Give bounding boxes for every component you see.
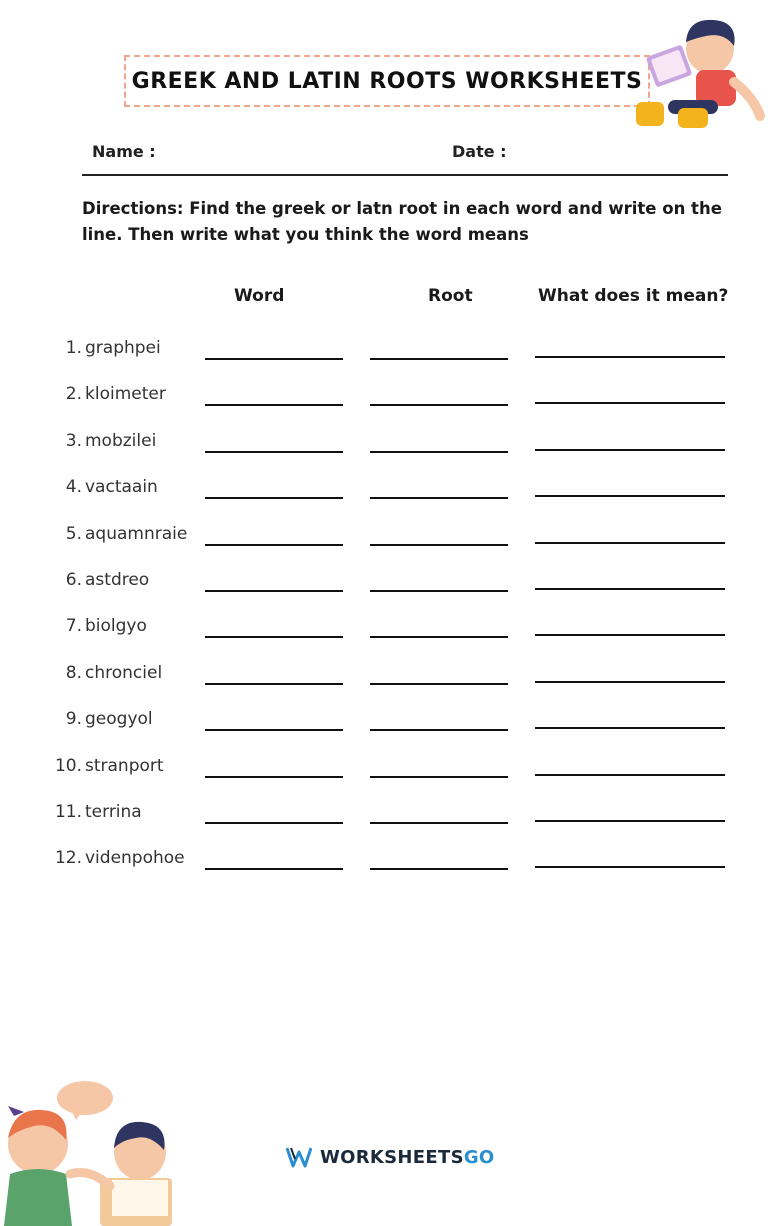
reading-child-illustration xyxy=(626,12,766,132)
item-number: 12. xyxy=(54,848,82,869)
column-header-meaning: What does it mean? xyxy=(538,286,729,306)
column-header-word: Word xyxy=(234,286,285,306)
meaning-answer-line xyxy=(535,727,725,729)
meaning-answer-line xyxy=(535,820,725,822)
scrambled-word: astdreo xyxy=(85,570,150,590)
word-answer-line xyxy=(205,358,343,360)
scrambled-word: geogyol xyxy=(85,709,153,730)
root-answer-line xyxy=(370,590,508,592)
worksheet-row xyxy=(0,384,768,414)
word-answer-line xyxy=(205,729,343,731)
item-number: 11. xyxy=(54,802,82,822)
kids-illustration xyxy=(0,1078,180,1226)
worksheet-row xyxy=(0,570,768,600)
item-number: 1. xyxy=(65,338,82,358)
scrambled-word: vactaain xyxy=(85,477,158,498)
worksheet-row xyxy=(0,756,768,786)
root-answer-line xyxy=(370,497,508,499)
word-answer-line xyxy=(205,404,343,406)
meaning-answer-line xyxy=(535,542,725,544)
root-answer-line xyxy=(370,683,508,685)
meaning-answer-line xyxy=(535,356,725,358)
scrambled-word: graphpei xyxy=(85,338,161,358)
word-answer-line xyxy=(205,822,343,824)
worksheet-row xyxy=(0,663,768,693)
meaning-answer-line xyxy=(535,402,725,404)
name-label: Name : xyxy=(92,142,156,161)
root-answer-line xyxy=(370,868,508,870)
word-answer-line xyxy=(205,776,343,778)
meaning-answer-line xyxy=(535,774,725,776)
root-answer-line xyxy=(370,822,508,824)
word-answer-line xyxy=(205,636,343,638)
item-number: 9. xyxy=(65,709,82,730)
scrambled-word: mobzilei xyxy=(85,430,157,451)
item-number: 2. xyxy=(65,384,82,405)
scrambled-word: videnpohoe xyxy=(85,848,185,869)
item-number: 6. xyxy=(65,570,82,590)
column-header-root: Root xyxy=(428,286,473,306)
worksheet-title: GREEK AND LATIN ROOTS WORKSHEETS xyxy=(131,68,643,94)
worksheet-row xyxy=(0,477,768,507)
scrambled-word: chronciel xyxy=(85,662,163,683)
word-answer-line xyxy=(205,868,343,870)
item-number: 10. xyxy=(54,755,82,776)
word-answer-line xyxy=(205,544,343,546)
root-answer-line xyxy=(370,451,508,453)
item-number: 8. xyxy=(65,662,82,683)
root-answer-line xyxy=(370,404,508,406)
worksheet-row xyxy=(0,524,768,554)
root-answer-line xyxy=(370,544,508,546)
meaning-answer-line xyxy=(535,866,725,868)
scrambled-word: terrina xyxy=(85,802,142,822)
item-number: 5. xyxy=(65,523,82,544)
meaning-answer-line xyxy=(535,449,725,451)
meaning-answer-line xyxy=(535,681,725,683)
item-number: 4. xyxy=(65,477,82,498)
wg-logo-icon xyxy=(286,1146,312,1168)
word-answer-line xyxy=(205,683,343,685)
scrambled-word: stranport xyxy=(85,755,164,776)
word-answer-line xyxy=(205,590,343,592)
root-answer-line xyxy=(370,729,508,731)
item-number: 7. xyxy=(65,616,82,637)
word-answer-line xyxy=(205,451,343,453)
worksheet-row xyxy=(0,802,768,832)
item-number: 3. xyxy=(65,430,82,451)
worksheetsgo-logo xyxy=(286,1146,495,1168)
word-answer-line xyxy=(205,497,343,499)
date-label: Date : xyxy=(452,142,507,161)
root-answer-line xyxy=(370,776,508,778)
directions-text: Directions: Find the greek or latn root in each word and write on the line. Then write what you think the word means xyxy=(82,199,722,244)
brand-text-blue: GO xyxy=(463,1146,495,1168)
worksheet-row xyxy=(0,848,768,878)
brand-text-dark: WORKSHEETS xyxy=(320,1146,464,1168)
root-answer-line xyxy=(370,636,508,638)
worksheet-row xyxy=(0,338,768,368)
meaning-answer-line xyxy=(535,495,725,497)
meaning-answer-line xyxy=(535,588,725,590)
worksheet-row xyxy=(0,431,768,461)
scrambled-word: aquamnraie xyxy=(85,523,188,544)
scrambled-word: kloimeter xyxy=(85,384,166,405)
header-rule xyxy=(82,174,728,176)
meaning-answer-line xyxy=(535,634,725,636)
scrambled-word: biolgyo xyxy=(85,616,147,637)
worksheet-row xyxy=(0,616,768,646)
title-box xyxy=(124,55,650,107)
root-answer-line xyxy=(370,358,508,360)
worksheet-row xyxy=(0,709,768,739)
